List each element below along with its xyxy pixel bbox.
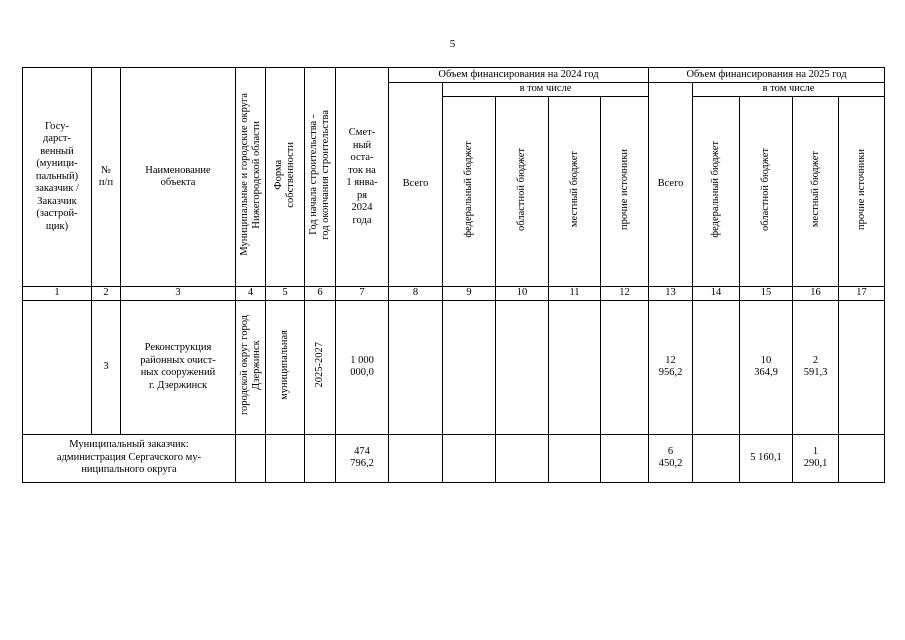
local-2024-cell [549, 300, 601, 434]
other-2025-cell [839, 434, 885, 482]
federal-2025-cell [693, 300, 740, 434]
column-number: 11 [549, 287, 601, 301]
municipality-cell: городской округ город Дзержинск [236, 300, 266, 434]
regional-2025-cell: 5 160,1 [740, 434, 793, 482]
header-ownership: Форма собственности [266, 68, 305, 287]
page-number: 5 [449, 38, 456, 50]
column-number: 4 [236, 287, 266, 301]
total-2025-cell: 12 956,2 [649, 300, 693, 434]
federal-2025-cell [693, 434, 740, 482]
column-number: 7 [336, 287, 389, 301]
federal-2024-cell [443, 434, 496, 482]
header-row-1 [23, 68, 885, 83]
column-number: 3 [121, 287, 236, 301]
header-customer: Госу- дарст- венный (муници- пальный) заказчик / Заказчик (застрой- щик) [23, 68, 92, 287]
column-number: 17 [839, 287, 885, 301]
remainder-cell: 474 796,2 [336, 434, 389, 482]
other-2024-cell [601, 434, 649, 482]
regional-2025-cell: 10 364,9 [740, 300, 793, 434]
column-number: 10 [496, 287, 549, 301]
header-including-2025: в том числе [693, 83, 885, 97]
column-number: 14 [693, 287, 740, 301]
header-regional-2025: областной бюджет [740, 97, 793, 287]
municipality-cell [236, 434, 266, 482]
header-estimated-remainder: Смет- ный оста- ток на 1 янва- ря 2024 года [336, 68, 389, 287]
customer-summary-cell: Муниципальный заказчик: администрация Сергачского му- ниципального округа [23, 434, 236, 482]
column-number: 5 [266, 287, 305, 301]
header-total-2024: Всего [389, 83, 443, 287]
total-2024-cell [389, 434, 443, 482]
header-financing-2025: Объем финансирования на 2025 год [649, 68, 885, 83]
column-number: 15 [740, 287, 793, 301]
header-object-name: Наименование объекта [121, 68, 236, 287]
header-regional-2024: областной бюджет [496, 97, 549, 287]
header-federal-2025: федеральный бюджет [693, 97, 740, 287]
column-number: 16 [793, 287, 839, 301]
local-2025-cell: 1 290,1 [793, 434, 839, 482]
header-years: Год начала строительства - год окончания строительства [305, 68, 336, 287]
header-including-2024: в том числе [443, 83, 649, 97]
regional-2024-cell [496, 300, 549, 434]
column-number: 9 [443, 287, 496, 301]
local-2024-cell [549, 434, 601, 482]
header-npp: № п/п [92, 68, 121, 287]
years-cell: 2025-2027 [305, 300, 336, 434]
header-municipality: Муниципальные и городские округа Нижегородской области [236, 68, 266, 287]
header-other-2024: прочие источники [601, 97, 649, 287]
header-total-2025: Всего [649, 83, 693, 287]
financing-table [22, 67, 885, 483]
column-number: 1 [23, 287, 92, 301]
column-number: 6 [305, 287, 336, 301]
other-2024-cell [601, 300, 649, 434]
header-local-2024: местный бюджет [549, 97, 601, 287]
ownership-cell [266, 434, 305, 482]
column-number: 12 [601, 287, 649, 301]
header-other-2025: прочие источники [839, 97, 885, 287]
other-2025-cell [839, 300, 885, 434]
years-cell [305, 434, 336, 482]
header-financing-2024: Объем финансирования на 2024 год [389, 68, 649, 83]
npp-cell: 3 [92, 300, 121, 434]
federal-2024-cell [443, 300, 496, 434]
total-2024-cell [389, 300, 443, 434]
total-2025-cell: 6 450,2 [649, 434, 693, 482]
remainder-cell: 1 000 000,0 [336, 300, 389, 434]
regional-2024-cell [496, 434, 549, 482]
header-local-2025: местный бюджет [793, 97, 839, 287]
column-number: 2 [92, 287, 121, 301]
header-federal-2024: федеральный бюджет [443, 97, 496, 287]
local-2025-cell: 2 591,3 [793, 300, 839, 434]
column-number: 8 [389, 287, 443, 301]
table-row [23, 300, 885, 434]
customer-cell [23, 300, 92, 434]
column-number: 13 [649, 287, 693, 301]
column-number-row [23, 287, 885, 301]
table-row [23, 434, 885, 482]
ownership-cell: муниципальная [266, 300, 305, 434]
object-name-cell: Реконструкция районных очист- ных сооружений г. Дзержинск [121, 300, 236, 434]
